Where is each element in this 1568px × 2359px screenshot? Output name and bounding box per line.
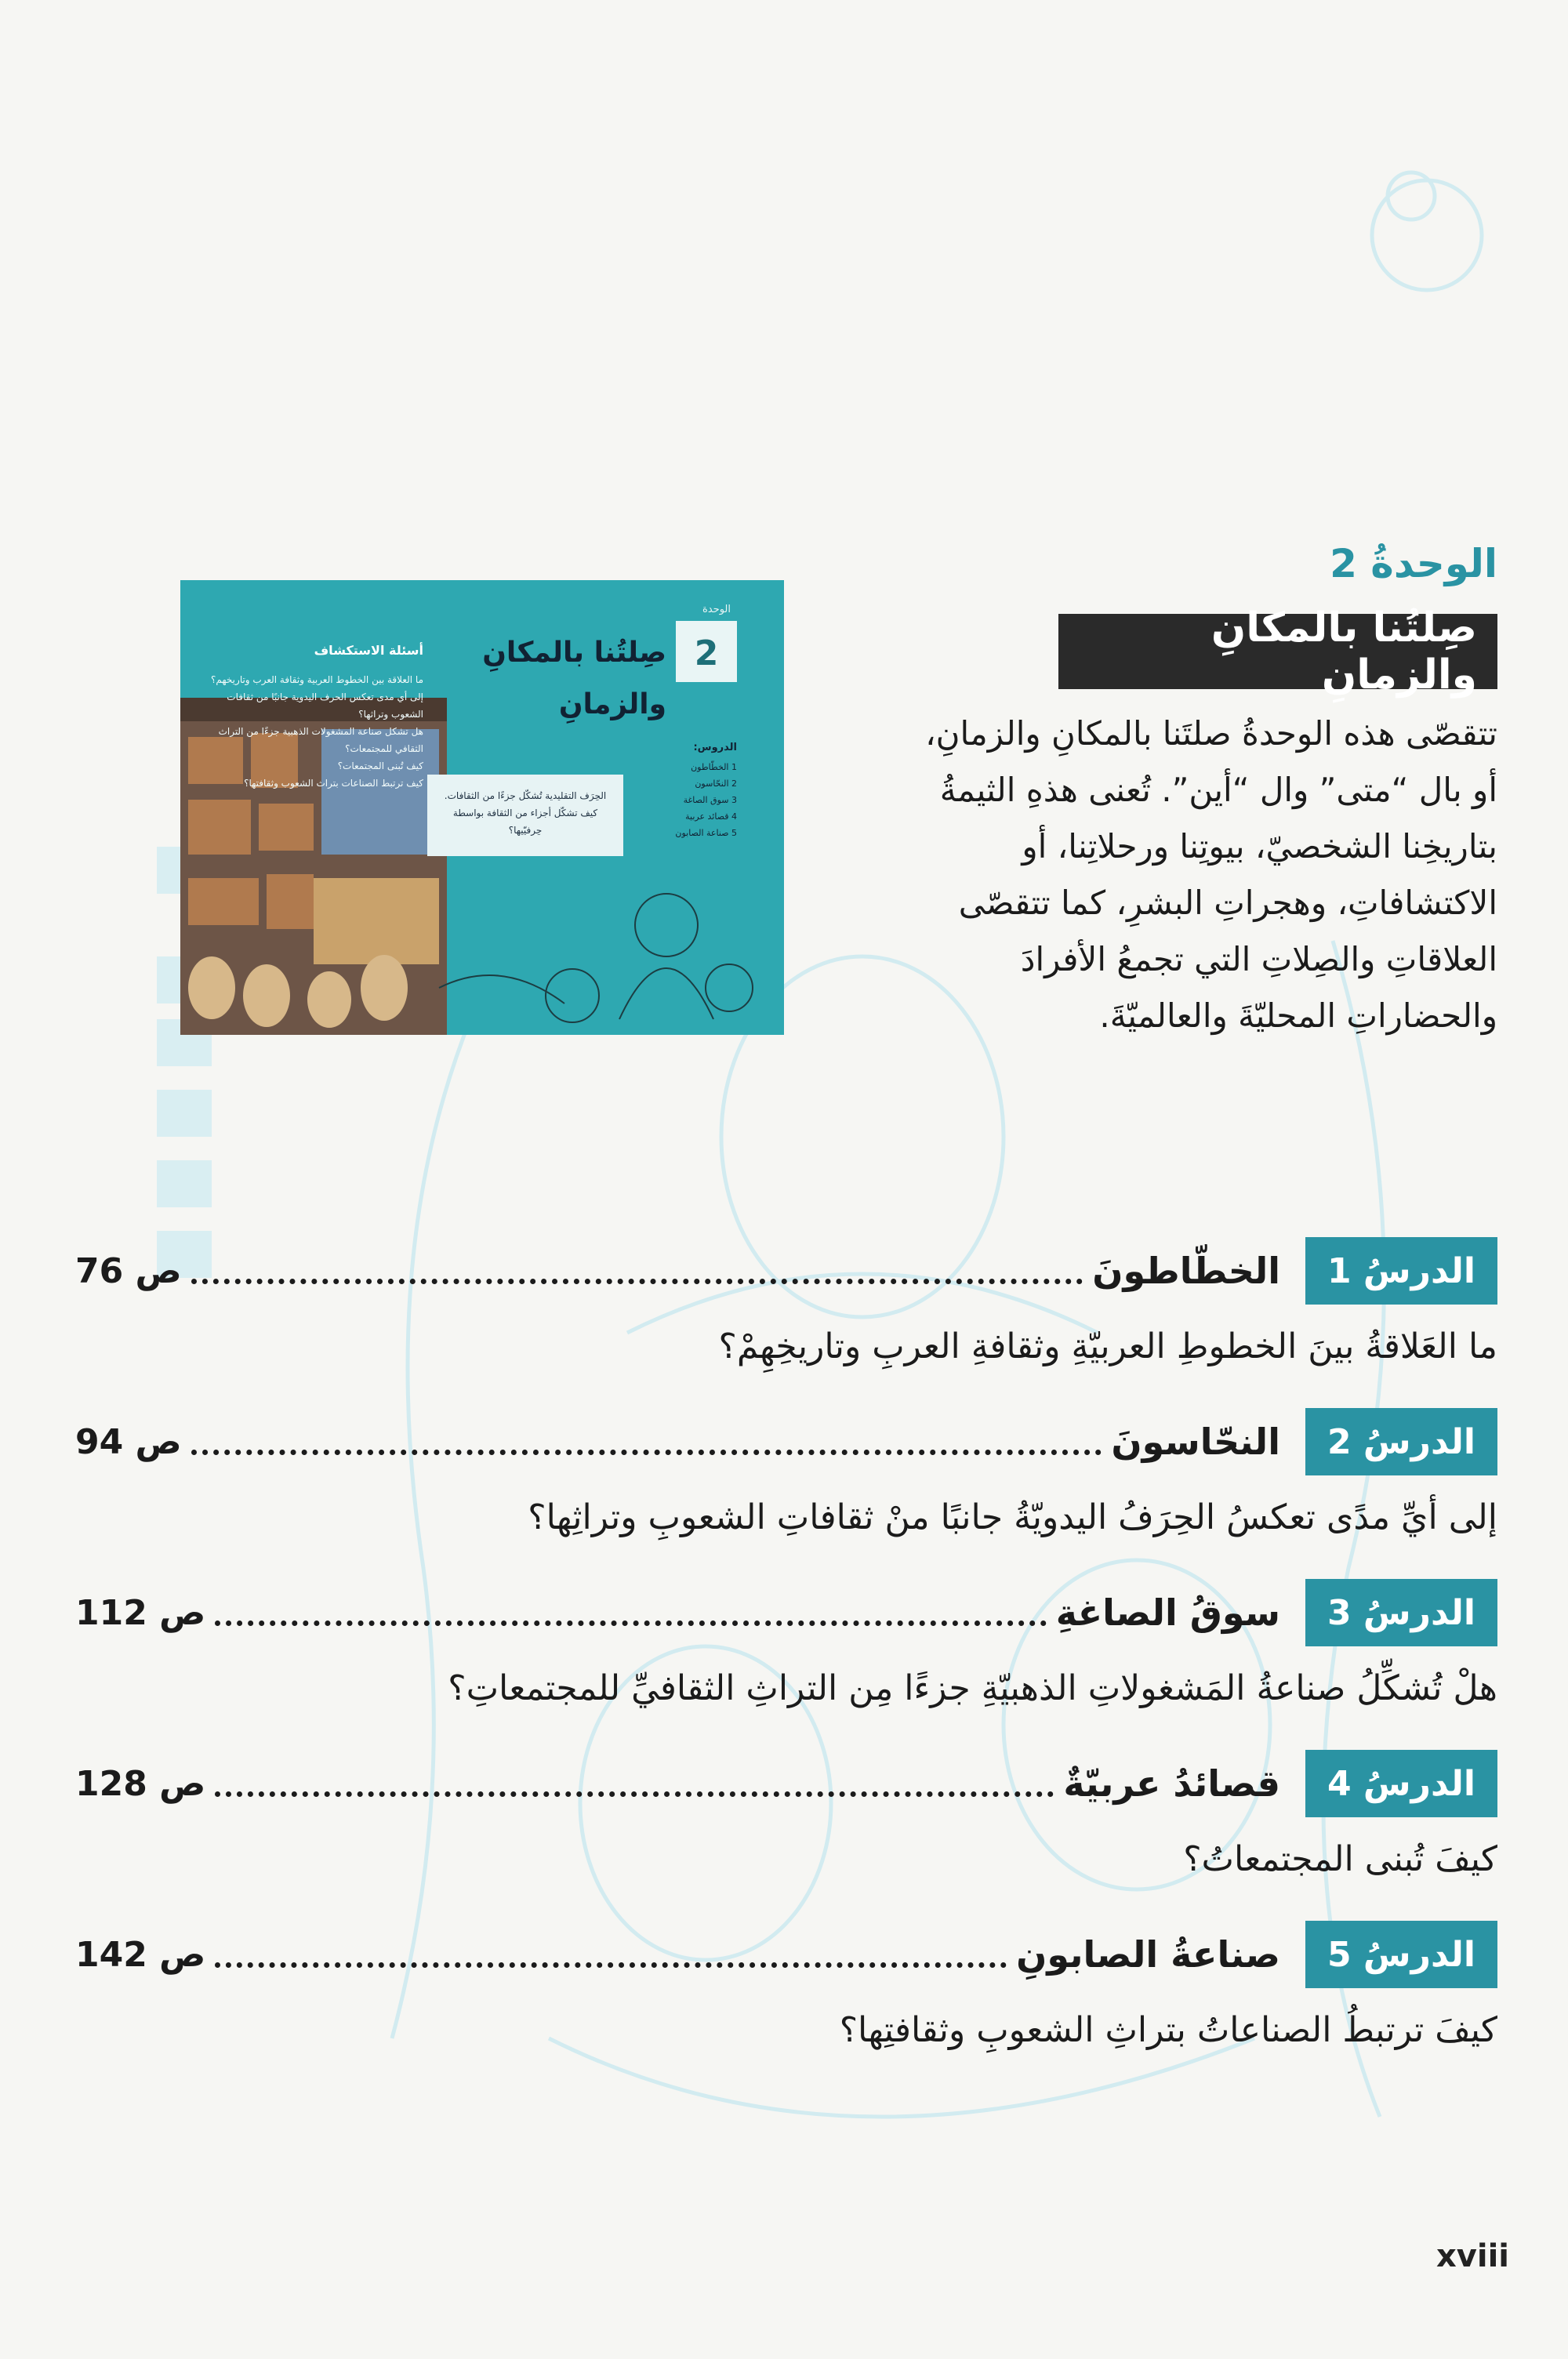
leader-dots xyxy=(191,1450,1102,1455)
unit-thumbnail xyxy=(180,580,784,1035)
unit-title: صِلتُنا بالمكانِ والزمانِ xyxy=(1058,614,1497,689)
leader-dots xyxy=(191,1279,1083,1284)
lesson-badge: الدرسُ 3 xyxy=(1305,1579,1497,1646)
lesson-page: ص 128 xyxy=(75,1763,206,1804)
lesson-entry xyxy=(71,1237,1497,1366)
lesson-title: الخطّاطونَ xyxy=(1092,1250,1280,1292)
leader-dots xyxy=(215,1791,1054,1797)
thumb-title: صِلتُنا بالمكانِ والزمانِ xyxy=(482,637,666,720)
lesson-page: ص 112 xyxy=(75,1592,206,1633)
thumb-lesson: 2 النحّاسون xyxy=(695,778,737,789)
thumb-questions-heading: أسئلة الاستكشاف xyxy=(314,643,423,658)
lesson-page: ص 76 xyxy=(75,1250,182,1291)
leader-dots xyxy=(215,1620,1046,1626)
thumb-lesson: 1 الخطّاطون xyxy=(691,762,737,772)
thumb-question: كيف تُبنى المجتمعات؟ xyxy=(337,760,423,771)
lesson-badge: الدرسُ 2 xyxy=(1305,1408,1497,1475)
lesson-title: قصائدُ عربيّةٌ xyxy=(1063,1762,1280,1805)
lesson-entry xyxy=(71,1579,1497,1708)
lesson-badge: الدرسُ 4 xyxy=(1305,1750,1497,1817)
page-number: xviii xyxy=(1436,2238,1510,2274)
lesson-page: ص 142 xyxy=(75,1934,206,1975)
thumb-question-box: الحِرَف التقليدية تُشكّل جزءًا من الثقافات. كيف تشكّل أجزاء من الثقافة بواسطة حِرفيّيها؟ xyxy=(427,775,623,856)
thumb-lessons xyxy=(627,759,737,841)
lesson-question: كيفَ ترتبطُ الصناعاتُ بتراثِ الشعوبِ وثقافتِها؟ xyxy=(839,2010,1497,2050)
thumb-question: كيف ترتبط الصناعات بتراث الشعوب وثقافتها؟ xyxy=(244,778,423,789)
unit-label: الوحدةُ 2 xyxy=(1330,541,1497,586)
lesson-question: هلْ تُشكِّلُ صناعةُ المَشغولاتِ الذهبيّةِ جزءًا مِن التراثِ الثقافيِّ للمجتمعاتِ؟ xyxy=(448,1668,1497,1708)
unit-intro: تتقصّى هذه الوحدةُ صلتَنا بالمكانِ والزمانِ، أو بال “متى” وال “أين”. تُعنى هذهِ الثيمةُ بتاريخِنا الشخصيّ، بيوتِنا ورحلاتِنا، أو الاكتشافاتِ، وهجراتِ البشرِ، كما تتقصّى العلاقاتِ والصِلاتِ التي تجمعُ الأفرادَ والحضاراتِ المحليّةَ والعالميّةَ. xyxy=(925,714,1497,1035)
lesson-page: ص 94 xyxy=(75,1421,182,1462)
lesson-title: صناعةُ الصابونِ xyxy=(1016,1933,1280,1976)
thumb-question: إلى أي مدى تعكس الحرف اليدوية جانبًا من ثقافات الشعوب وتراثها؟ xyxy=(227,691,423,720)
thumb-question: ما العلاقة بين الخطوط العربية وثقافة العرب وتاريخهم؟ xyxy=(211,674,423,685)
lesson-entry xyxy=(71,1921,1497,2050)
lesson-question: ما العَلاقةُ بينَ الخطوطِ العربيّةِ وثقافةِ العربِ وتاريخِهِمْ؟ xyxy=(718,1326,1497,1366)
lesson-badge: الدرسُ 5 xyxy=(1305,1921,1497,1988)
lesson-badge: الدرسُ 1 xyxy=(1305,1237,1497,1305)
leader-dots xyxy=(215,1962,1007,1968)
thumb-lessons-heading: الدروس: xyxy=(693,742,737,753)
thumb-question: هل تشكل صناعة المشغولات الذهبية جزءًا من التراث الثقافي للمجتمعات؟ xyxy=(218,726,423,754)
thumb-lesson: 5 صناعة الصابون xyxy=(675,828,737,838)
lesson-title: سوقُ الصاغةِ xyxy=(1055,1591,1280,1634)
thumb-lesson: 3 سوق الصاغة xyxy=(683,795,737,805)
lesson-entry xyxy=(71,1408,1497,1537)
lesson-question: كيفَ تُبنى المجتمعاتُ؟ xyxy=(1183,1839,1497,1879)
lesson-title: النحّاسونَ xyxy=(1111,1421,1280,1463)
lesson-question: إلى أيِّ مدًى تعكسُ الحِرَفُ اليدويّةُ جانبًا منْ ثقافاتِ الشعوبِ وتراثِها؟ xyxy=(528,1497,1497,1537)
lesson-entry xyxy=(71,1750,1497,1879)
thumb-unit-small: الوحدة xyxy=(702,604,731,615)
thumb-lesson: 4 قصائد عربية xyxy=(685,811,737,822)
thumb-questions xyxy=(200,671,423,792)
thumb-unit-number: 2 xyxy=(676,621,737,682)
